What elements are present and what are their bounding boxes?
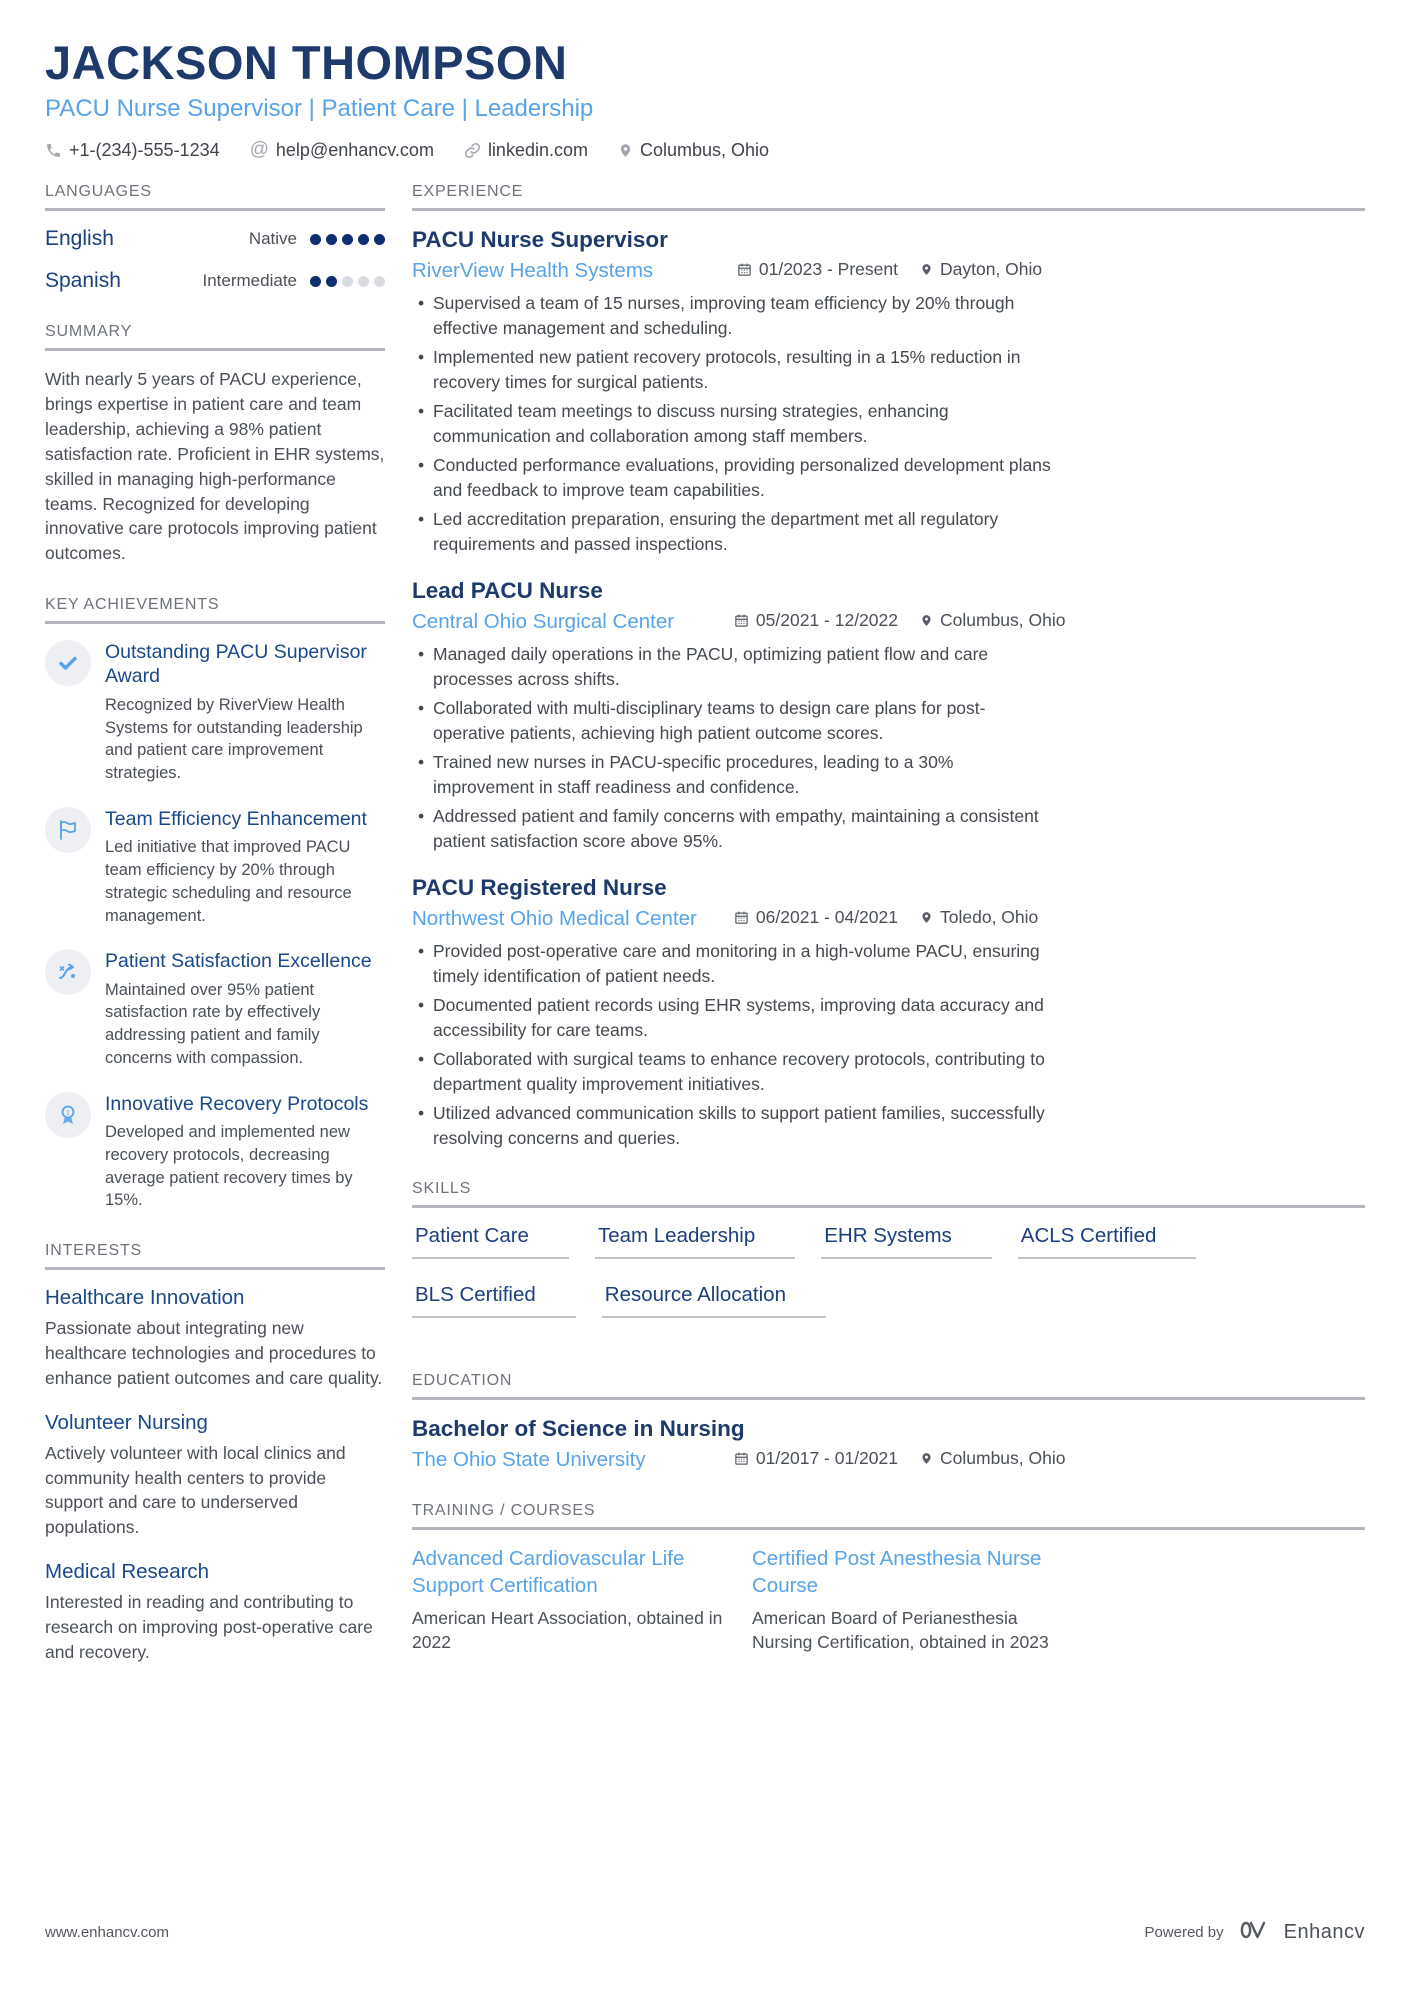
training-section-title: TRAINING / COURSES <box>412 1502 1365 1530</box>
bullet-item: • Utilized advanced communication skills to support patient families, successfully resolving concerns and queries. <box>412 1101 1052 1150</box>
education-section-title: EDUCATION <box>412 1372 1365 1400</box>
job-company: RiverView Health Systems <box>412 259 654 283</box>
skill-chip: BLS Certified <box>412 1283 576 1318</box>
experience-section <box>412 183 1365 1150</box>
achievement-title: Outstanding PACU Supervisor Award <box>105 641 367 688</box>
link-contact <box>464 140 588 161</box>
skill-chip: EHR Systems <box>821 1224 992 1259</box>
enhancv-brand-text: Enhancv <box>1283 1921 1365 1943</box>
enhancv-logo-icon <box>1236 1918 1272 1947</box>
link-icon <box>464 142 481 159</box>
course-title: Certified Post Anesthesia Nurse Course <box>752 1547 1042 1597</box>
language-level: Intermediate <box>202 271 297 291</box>
footer-url[interactable]: www.enhancv.com <box>45 1924 169 1941</box>
language-proficiency-dots <box>310 276 385 287</box>
course-item <box>752 1546 1072 1654</box>
calendar-icon <box>734 910 749 925</box>
skill-chip: Resource Allocation <box>602 1283 826 1318</box>
job-company: Northwest Ohio Medical Center <box>412 907 697 931</box>
summary-section <box>45 323 385 566</box>
location-pin-icon <box>920 262 933 277</box>
key-achievements-section <box>45 596 385 1212</box>
medal-icon <box>45 1092 91 1138</box>
bullet-item: • Supervised a team of 15 nurses, improving team efficiency by 20% through effective management and scheduling. <box>412 291 1052 340</box>
achievement-item <box>45 949 385 1069</box>
job-role: PACU Nurse Supervisor <box>412 227 668 253</box>
location-contact <box>618 140 769 161</box>
location-pin-icon <box>920 613 933 628</box>
language-name: Spanish <box>45 269 121 293</box>
language-name: English <box>45 227 114 251</box>
job-bullets <box>412 291 1052 556</box>
education-dates: 01/2017 - 01/2021 <box>708 1448 898 1469</box>
powered-by-label: Powered by <box>1144 1924 1224 1941</box>
skills-section <box>412 1180 1365 1342</box>
achievement-item <box>45 640 385 785</box>
education-section <box>412 1372 1365 1472</box>
language-proficiency-dots <box>310 234 385 245</box>
bullet-item: • Trained new nurses in PACU-specific procedures, leading to a 30% improvement in staff readiness and confidence. <box>412 750 1052 799</box>
skill-chip: Patient Care <box>412 1224 569 1259</box>
phone-number[interactable]: +1-(234)-555-1234 <box>69 139 220 160</box>
footer-branding <box>1144 1918 1365 1947</box>
job-role: Lead PACU Nurse <box>412 578 603 604</box>
interest-text: Actively volunteer with local clinics and community health centers to provide support and care to underserved populations. <box>45 1442 346 1538</box>
education-degree: Bachelor of Science in Nursing <box>412 1416 745 1442</box>
experience-entry <box>412 875 1365 1150</box>
location-pin-icon <box>920 1451 933 1466</box>
resume-header <box>45 38 1365 161</box>
interest-text: Interested in reading and contributing to research on improving post-operative care and recovery. <box>45 1592 373 1662</box>
at-icon: @ <box>249 139 269 161</box>
left-column <box>45 183 385 1694</box>
course-title: Advanced Cardiovascular Life Support Certification <box>412 1547 685 1597</box>
summary-text: With nearly 5 years of PACU experience, brings expertise in patient care and team leadership, achieving a 98% patient satisfaction rate. Proficient in EHR systems, skilled in managing high-performance teams. Recognized for developing innovative care protocols improving patient outcomes. <box>45 369 385 564</box>
page-title: JACKSON THOMPSON <box>45 36 568 89</box>
language-level: Native <box>248 229 297 249</box>
job-dates: 05/2021 - 12/2022 <box>708 610 898 631</box>
calendar-icon <box>737 262 752 277</box>
right-column <box>412 183 1365 1694</box>
achievement-text: Developed and implemented new recovery protocols, decreasing average patient recovery times by 15%. <box>105 1123 353 1210</box>
job-location: Columbus, Ohio <box>920 610 1070 631</box>
interest-item <box>45 1286 385 1391</box>
interest-title: Volunteer Nursing <box>45 1410 208 1434</box>
page-footer <box>45 1918 1365 1947</box>
contact-row <box>45 139 1365 161</box>
location-pin-icon <box>618 142 633 159</box>
course-item <box>412 1546 732 1654</box>
interest-item <box>45 1560 385 1665</box>
interests-section <box>45 1242 385 1664</box>
job-meta-row <box>412 610 1365 634</box>
job-meta-row <box>412 259 1365 283</box>
interests-section-title: INTERESTS <box>45 1242 385 1270</box>
achievement-item <box>45 807 385 927</box>
education-location: Columbus, Ohio <box>920 1448 1070 1469</box>
skills-list <box>412 1224 1365 1342</box>
bullet-item: • Provided post-operative care and monitoring in a high-volume PACU, ensuring timely identification of patient needs. <box>412 939 1052 988</box>
course-text: American Board of Perianesthesia Nursing Certification, obtained in 2023 <box>752 1607 1049 1652</box>
training-grid <box>412 1546 1365 1654</box>
calendar-icon <box>734 613 749 628</box>
achievement-text: Led initiative that improved PACU team efficiency by 20% through strategic scheduling and resource management. <box>105 838 352 925</box>
achievement-text: Maintained over 95% patient satisfaction rate by effectively addressing patient and family concerns with compassion. <box>105 980 321 1068</box>
achievement-item <box>45 1092 385 1212</box>
phone-contact <box>45 140 220 161</box>
bullet-item: • Led accreditation preparation, ensuring the department met all regulatory requirements and passed inspections. <box>412 507 1052 556</box>
job-dates: 01/2023 - Present <box>708 259 898 280</box>
job-location: Dayton, Ohio <box>920 259 1070 280</box>
bullet-item: • Conducted performance evaluations, providing personalized development plans and feedback to improve team capabilities. <box>412 453 1052 502</box>
interest-text: Passionate about integrating new healthcare technologies and procedures to enhance patient outcomes and care quality. <box>45 1318 383 1388</box>
training-section <box>412 1502 1365 1654</box>
resume-columns <box>45 183 1365 1694</box>
route-icon <box>45 949 91 995</box>
skills-section-title: SKILLS <box>412 1180 1365 1208</box>
interest-title: Healthcare Innovation <box>45 1286 245 1310</box>
key-achievements-section-title: KEY ACHIEVEMENTS <box>45 596 385 624</box>
job-tagline: PACU Nurse Supervisor | Patient Care | Leadership <box>45 95 594 123</box>
job-dates: 06/2021 - 04/2021 <box>708 907 898 928</box>
job-bullets <box>412 939 1052 1150</box>
languages-section <box>45 183 385 293</box>
bullet-item: • Implemented new patient recovery protocols, resulting in a 15% reduction in recovery times for surgical patients. <box>412 345 1052 394</box>
skill-chip: ACLS Certified <box>1018 1224 1197 1259</box>
job-role: PACU Registered Nurse <box>412 875 667 901</box>
email-contact <box>250 139 434 161</box>
interest-title: Medical Research <box>45 1560 210 1584</box>
language-row <box>45 269 385 293</box>
education-school: The Ohio State University <box>412 1448 646 1472</box>
summary-section-title: SUMMARY <box>45 323 385 351</box>
calendar-icon <box>734 1451 749 1466</box>
language-row <box>45 227 385 251</box>
job-company: Central Ohio Surgical Center <box>412 610 675 634</box>
bullet-item: • Facilitated team meetings to discuss nursing strategies, enhancing communication and collaboration among staff members. <box>412 399 1052 448</box>
bullet-item: • Addressed patient and family concerns with empathy, maintaining a consistent patient satisfaction score above 95%. <box>412 804 1052 853</box>
experience-entry <box>412 227 1365 556</box>
flag-icon <box>45 807 91 853</box>
course-text: American Heart Association, obtained in 2022 <box>412 1607 723 1652</box>
bullet-item: • Documented patient records using EHR systems, improving data accuracy and accessibility for care teams. <box>412 993 1052 1042</box>
location-text: Columbus, Ohio <box>639 139 770 160</box>
skill-chip: Team Leadership <box>595 1224 795 1259</box>
interest-item <box>45 1411 385 1540</box>
check-icon <box>45 640 91 686</box>
experience-entry <box>412 578 1365 853</box>
job-meta-row <box>412 907 1365 931</box>
bullet-item: • Managed daily operations in the PACU, optimizing patient flow and care processes across shifts. <box>412 642 1052 691</box>
bullet-item: • Collaborated with multi-disciplinary teams to design care plans for post-operative patients, achieving high patient outcome scores. <box>412 696 1052 745</box>
education-meta-row <box>412 1448 1365 1472</box>
achievement-text: Recognized by RiverView Health Systems for outstanding leadership and patient care improvement strategies. <box>105 695 363 783</box>
email-address[interactable]: help@enhancv.com <box>275 139 434 160</box>
achievement-title: Team Efficiency Enhancement <box>105 807 367 830</box>
bullet-item: • Collaborated with surgical teams to enhance recovery protocols, contributing to department quality improvement initiatives. <box>412 1047 1052 1096</box>
job-location: Toledo, Ohio <box>920 907 1070 928</box>
phone-icon <box>45 142 62 159</box>
job-bullets <box>412 642 1052 853</box>
achievement-title: Innovative Recovery Protocols <box>105 1092 369 1115</box>
profile-link[interactable]: linkedin.com <box>487 139 588 160</box>
svg-text:1: 1 <box>66 1109 70 1117</box>
achievement-title: Patient Satisfaction Excellence <box>105 950 372 973</box>
experience-section-title: EXPERIENCE <box>412 183 1365 211</box>
location-pin-icon <box>920 910 933 925</box>
languages-section-title: LANGUAGES <box>45 183 385 211</box>
